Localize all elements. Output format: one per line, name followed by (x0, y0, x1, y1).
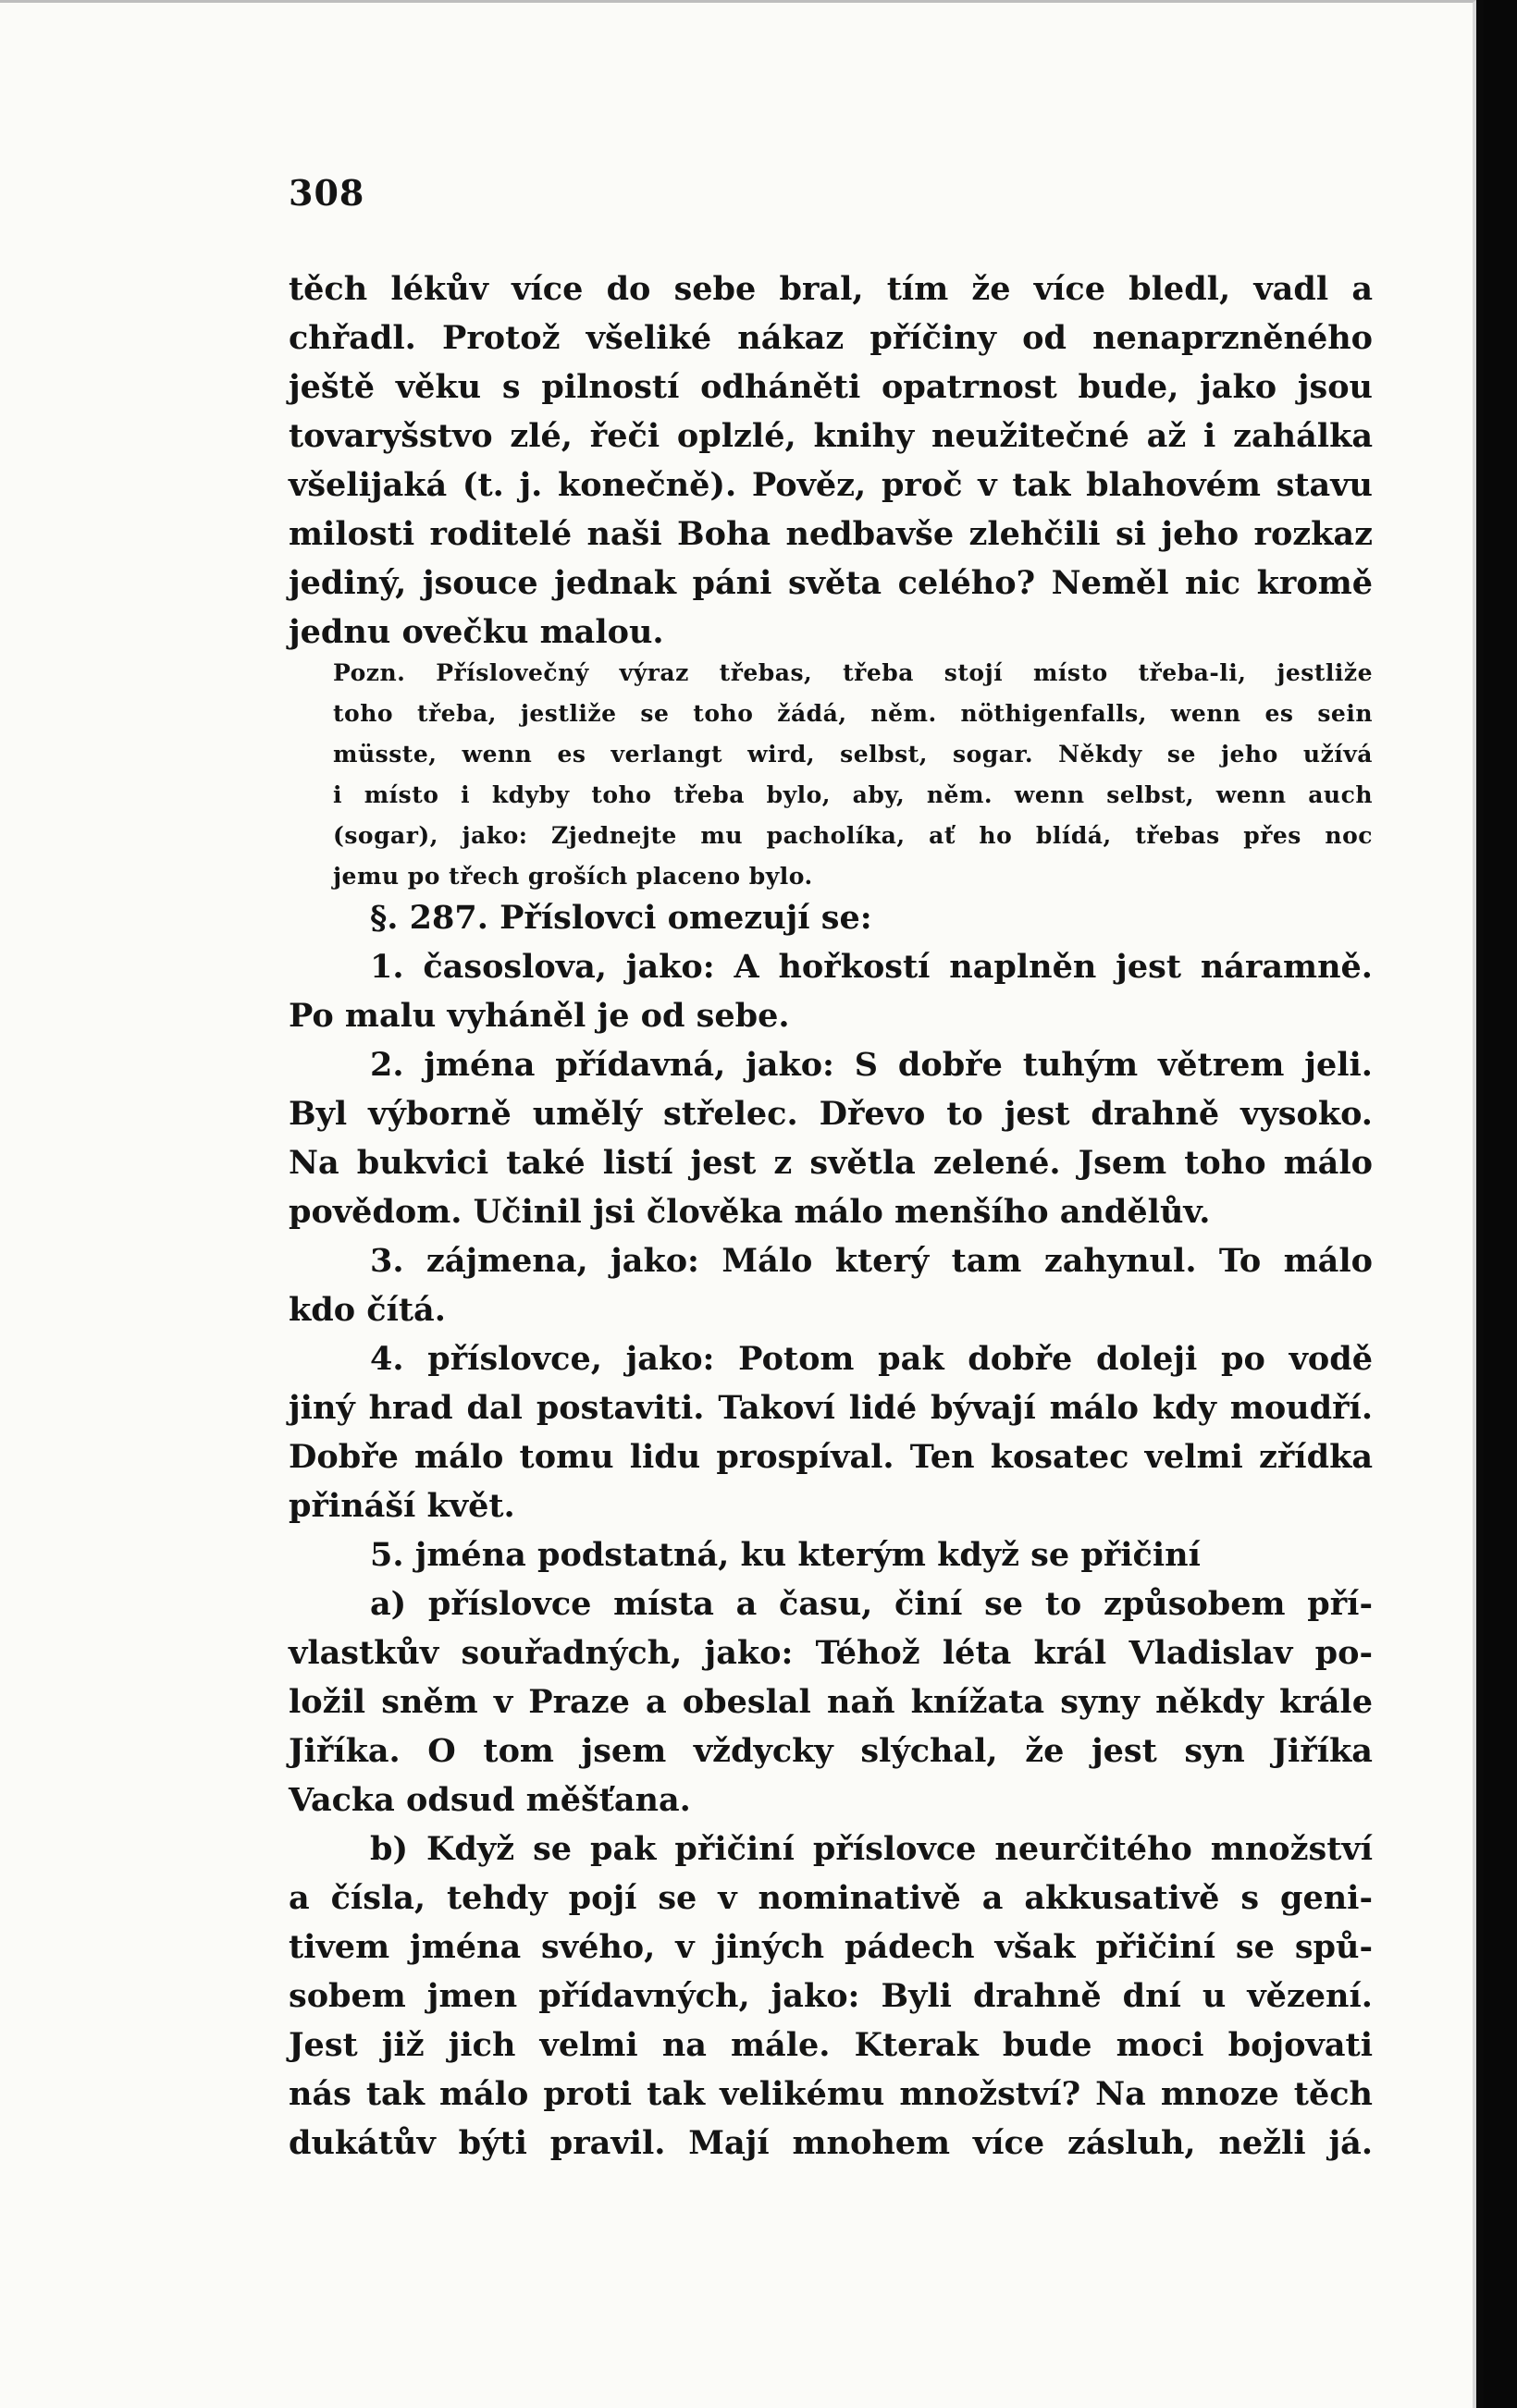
text-line: Jest již jich velmi na mále. Kterak bude moci bojovati (289, 2026, 1373, 2064)
text-line: všelijaká (t. j. konečně). Pověz, proč v tak blahovém stavu (289, 466, 1373, 504)
text-line: vlastkův souřadných, jako: Téhož léta král Vladislav po- (289, 1634, 1373, 1672)
note-line: jemu po třech groších placeno bylo. (333, 863, 813, 890)
text-line: Byl výborně umělý střelec. Dřevo to jest drahně vysoko. (289, 1095, 1373, 1133)
text-line: a) příslovce místa a času, činí se to způsobem pří- (370, 1585, 1373, 1623)
text-line: jiný hrad dal postaviti. Takoví lidé bývají málo kdy moudří. (289, 1389, 1373, 1427)
text-line: dukátův býti pravil. Mají mnohem více zásluh, nežli já. (289, 2124, 1373, 2162)
note-line: (sogar), jako: Zjednejte mu pacholíka, ať ho blídá, třebas přes noc (333, 822, 1373, 849)
section-287 (289, 893, 1373, 2168)
text-line: ložil sněm v Praze a obeslal naň knížata syny někdy krále (289, 1683, 1373, 1721)
text-line: přináší květ. (289, 1487, 515, 1525)
text-line: ještě věku s pilností odháněti opatrnost bude, jako jsou (289, 368, 1373, 406)
text-line: Jiříka. O tom jsem vždycky slýchal, že jest syn Jiříka (289, 1732, 1373, 1770)
text-line: chřadl. Protož všeliké nákaz příčiny od nenaprzněného (289, 319, 1373, 357)
text-line: jediný, jsouce jednak páni světa celého? Neměl nic kromě (289, 564, 1373, 602)
text-line: kdo čítá. (289, 1291, 446, 1329)
note-line: müsste, wenn es verlangt wird, selbst, sogar. Někdy se jeho užívá (333, 741, 1373, 768)
text-line: 3. zájmena, jako: Málo který tam zahynul. To málo (370, 1242, 1373, 1280)
text-line: Na bukvici také listí jest z světla zelené. Jsem toho málo (289, 1144, 1373, 1182)
text-line: a čísla, tehdy pojí se v nominativě a akkusativě s geni- (289, 1879, 1373, 1917)
text-line: těch lékův více do sebe bral, tím že více bledl, vadl a (289, 270, 1373, 308)
text-line: tovaryšstvo zlé, řeči oplzlé, knihy neužitečné až i zahálka (289, 417, 1373, 455)
text-line: 4. příslovce, jako: Potom pak dobře doleji po vodě (370, 1340, 1373, 1378)
text-line: milosti roditelé naši Boha nedbavše zlehčili si jeho rozkaz (289, 515, 1373, 553)
footnote (333, 653, 1373, 897)
text-line: nás tak málo proti tak velikému množství? Na mnoze těch (289, 2075, 1373, 2113)
note-line: i místo i kdyby toho třeba bylo, aby, něm. wenn selbst, wenn auch (333, 781, 1373, 808)
page-number: 308 (289, 172, 365, 214)
section-heading: §. 287. Příslovci omezují se: (370, 899, 872, 937)
text-line: 1. časoslova, jako: A hořkostí naplněn jest náramně. (370, 948, 1373, 986)
text-line: Vacka odsud měšťana. (289, 1781, 691, 1819)
text-line: b) Když se pak přičiní příslovce neurčitého množství (370, 1830, 1373, 1868)
note-line: toho třeba, jestliže se toho žádá, něm. nöthigenfalls, wenn es sein (333, 700, 1373, 727)
text-line: sobem jmen přídavných, jako: Byli drahně dní u vězení. (289, 1977, 1373, 2015)
text-line: povědom. Učinil jsi člověka málo menšího andělův. (289, 1193, 1211, 1231)
text-line: 5. jména podstatná, ku kterým když se přičiní (370, 1536, 1201, 1574)
text-line: Dobře málo tomu lidu prospíval. Ten kosatec velmi zřídka (289, 1438, 1373, 1476)
text-line: tivem jména svého, v jiných pádech však přičiní se spů- (289, 1928, 1373, 1966)
text-line: jednu ovečku malou. (289, 613, 664, 651)
note-line: Pozn. Příslovečný výraz třebas, třeba stojí místo třeba-li, jestliže (333, 659, 1373, 686)
text-line: Po malu vyháněl je od sebe. (289, 997, 790, 1035)
text-line: 2. jména přídavná, jako: S dobře tuhým větrem jeli. (370, 1046, 1373, 1084)
scan-border (1484, 0, 1517, 2408)
paragraph-main (289, 264, 1373, 657)
